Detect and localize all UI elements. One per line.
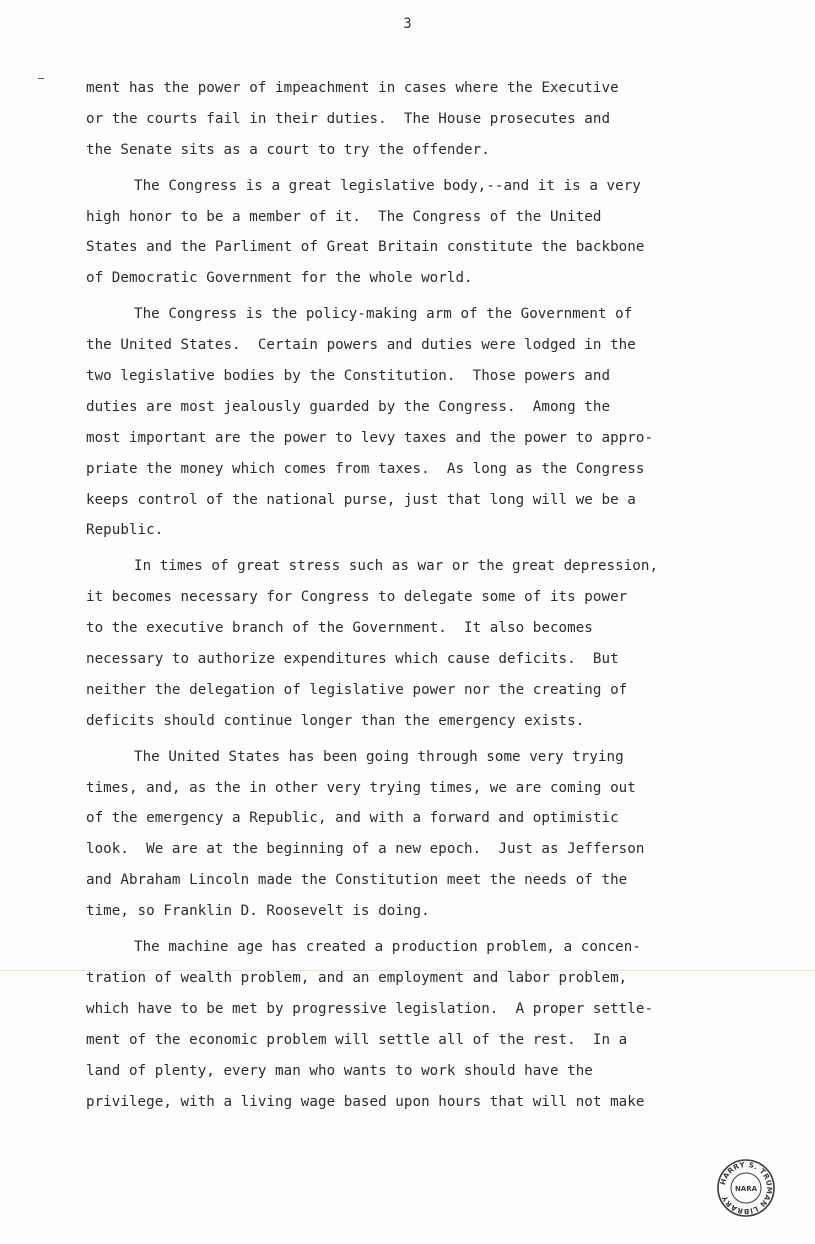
text-line: or the courts fail in their duties. The House prosecutes and (86, 110, 611, 127)
text-line: it becomes necessary for Congress to delegate some of its power (86, 589, 628, 606)
text-line: of Democratic Government for the whole world. (86, 270, 473, 287)
text-line: neither the delegation of legislative power nor the creating of (86, 681, 628, 698)
page-number: 3 (403, 16, 412, 32)
text-line: time, so Franklin D. Roosevelt is doing. (86, 903, 430, 920)
text-line: The machine age has created a production problem, a concen- (134, 939, 641, 956)
text-line: tration of wealth problem, and an employment and labor problem, (86, 969, 628, 986)
text-line: keeps control of the national purse, just that long will we be a (86, 491, 636, 508)
text-line: necessary to authorize expenditures which cause deficits. But (86, 651, 619, 668)
text-line: two legislative bodies by the Constitution. Those powers and (86, 368, 611, 385)
text-line: of the emergency a Republic, and with a forward and optimistic (86, 810, 619, 827)
text-line: which have to be met by progressive legislation. A proper settle- (86, 1000, 654, 1017)
text-line: and Abraham Lincoln made the Constitution meet the needs of the (86, 872, 628, 889)
text-line: In times of great stress such as war or the great depression, (134, 558, 659, 575)
archive-stamp-icon (716, 1158, 776, 1218)
text-line: deficits should continue longer than the emergency exists. (86, 712, 585, 729)
stamp-inner-text: NARA (734, 1185, 758, 1193)
stamp-outer-text: HARRY S. TRUMAN LIBRARY (718, 1159, 775, 1217)
text-line: look. We are at the beginning of a new epoch. Just as Jefferson (86, 841, 645, 858)
text-line: the United States. Certain powers and duties were lodged in the (86, 337, 636, 354)
text-line: The Congress is the policy-making arm of the Government of (134, 306, 633, 323)
document-body (86, 73, 786, 1117)
text-line: land of plenty, every man who wants to work should have the (86, 1062, 593, 1079)
text-line: duties are most jealously guarded by the Congress. Among the (86, 398, 611, 415)
text-line: times, and, as the in other very trying times, we are coming out (86, 779, 636, 796)
margin-mark (38, 78, 44, 79)
text-line: ment of the economic problem will settle all of the rest. In a (86, 1031, 628, 1048)
text-line: priate the money which comes from taxes. As long as the Congress (86, 460, 645, 477)
text-line: most important are the power to levy taxes and the power to appro- (86, 429, 654, 446)
text-line: States and the Parliment of Great Britain constitute the backbone (86, 239, 645, 256)
text-line: Republic. (86, 522, 164, 539)
text-line: to the executive branch of the Government. It also becomes (86, 620, 593, 637)
text-line: The United States has been going through some very trying (134, 748, 624, 765)
text-line: high honor to be a member of it. The Congress of the United (86, 208, 602, 225)
text-line: privilege, with a living wage based upon hours that will not make (86, 1093, 645, 1110)
paper-fold-line (0, 970, 815, 971)
text-line: the Senate sits as a court to try the offender. (86, 141, 490, 158)
text-line: ment has the power of impeachment in cases where the Executive (86, 80, 619, 96)
text-line: The Congress is a great legislative body,--and it is a very (134, 177, 641, 194)
